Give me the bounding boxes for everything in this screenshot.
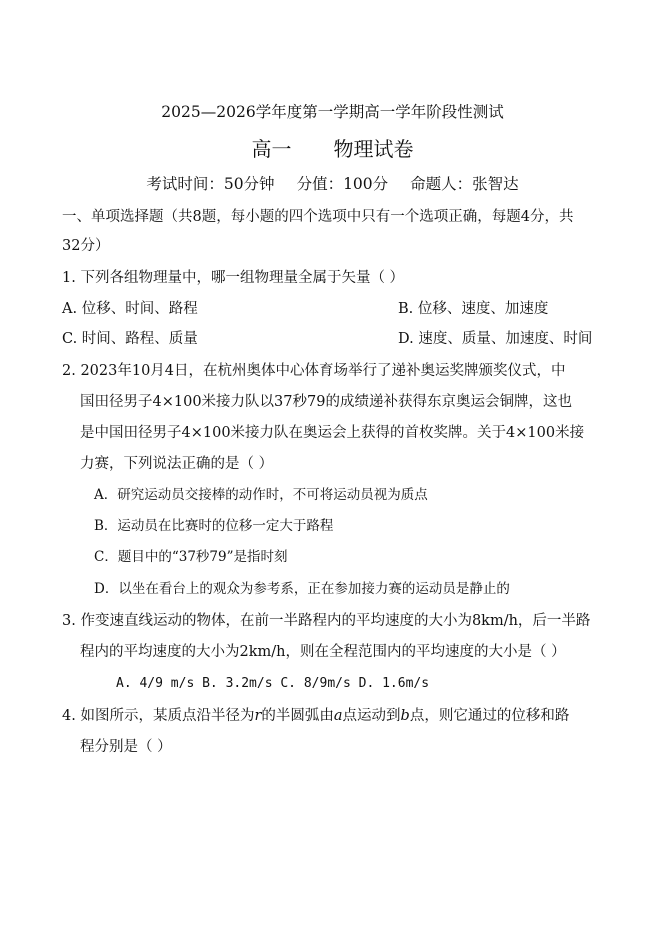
q2-line2: 国田径男子4×100米接力队以37秒79的成绩递补获得东京奥运会铜牌，这也 — [80, 394, 572, 410]
q2-option-c: C．题目中的“37秒79”是指时刻 — [94, 549, 288, 565]
q4-text-1: 4. 如图所示，某质点沿半径为 — [62, 708, 255, 724]
exam-author: 命题人：张智达 — [410, 175, 519, 193]
q2-line4: 力赛，下列说法正确的是（ ） — [80, 456, 274, 472]
q4-text-2: 的半圆弧由 — [261, 708, 334, 724]
q2-option-a: A．研究运动员交接棒的动作时，不可将运动员视为质点 — [94, 487, 428, 503]
q4-var-r: r — [254, 708, 262, 724]
q4-text-3: 点运动到 — [342, 708, 401, 724]
subject-label: 物理试卷 — [333, 137, 414, 161]
section-heading-line2: 32分） — [62, 238, 110, 254]
section-heading-line1: 一、单项选择题（共8题，每小题的四个选项中只有一个选项正确，每题4分，共 — [62, 209, 574, 225]
q2-option-d: D．以坐在看台上的观众为参考系，正在参加接力赛的运动员是静止的 — [94, 581, 510, 597]
q1-option-d: D. 速度、质量、加速度、时间 — [398, 331, 593, 347]
q3-line1: 3. 作变速直线运动的物体，在前一半路程内的平均速度的大小为8km/h，后一半路 — [62, 613, 591, 629]
q2-option-b: B．运动员在比赛时的位移一定大于路程 — [94, 518, 334, 534]
q2-line3: 是中国田径男子4×100米接力队在奥运会上获得的首枚奖牌。关于4×100米接 — [80, 425, 585, 441]
q4-line2: 程分别是（ ） — [80, 739, 172, 755]
exam-info — [0, 172, 665, 196]
q4-text-4: 点，则它通过的位移和路 — [409, 708, 570, 724]
q4-var-a: a — [333, 708, 343, 724]
q4-line1 — [62, 705, 569, 727]
grade-label: 高一 — [251, 137, 292, 161]
exam-title: 2025—2026学年度第一学期高一学年阶段性测试 — [161, 103, 504, 121]
q3-line2: 程内的平均速度的大小为2km/h，则在全程范围内的平均速度的大小是（ ） — [80, 644, 566, 660]
q2-line1: 2. 2023年10月4日，在杭州奥体中心体育场举行了递补奥运奖牌颁奖仪式，中 — [62, 363, 566, 379]
exam-time: 考试时间：50分钟 — [146, 175, 275, 193]
q1-option-a: A. 位移、时间、路程 — [62, 301, 198, 317]
q4-var-b: b — [400, 708, 410, 724]
q1-option-c: C. 时间、路程、质量 — [62, 331, 198, 347]
exam-subtitle — [0, 134, 665, 164]
exam-score: 分值：100分 — [296, 175, 389, 193]
q1-stem: 1. 下列各组物理量中，哪一组物理量全属于矢量（ ） — [62, 270, 405, 286]
q3-options: A. 4/9 m/s B. 3.2m/s C. 8/9m/s D. 1.6m/s — [116, 676, 430, 691]
q1-option-b: B. 位移、速度、加速度 — [398, 301, 549, 317]
